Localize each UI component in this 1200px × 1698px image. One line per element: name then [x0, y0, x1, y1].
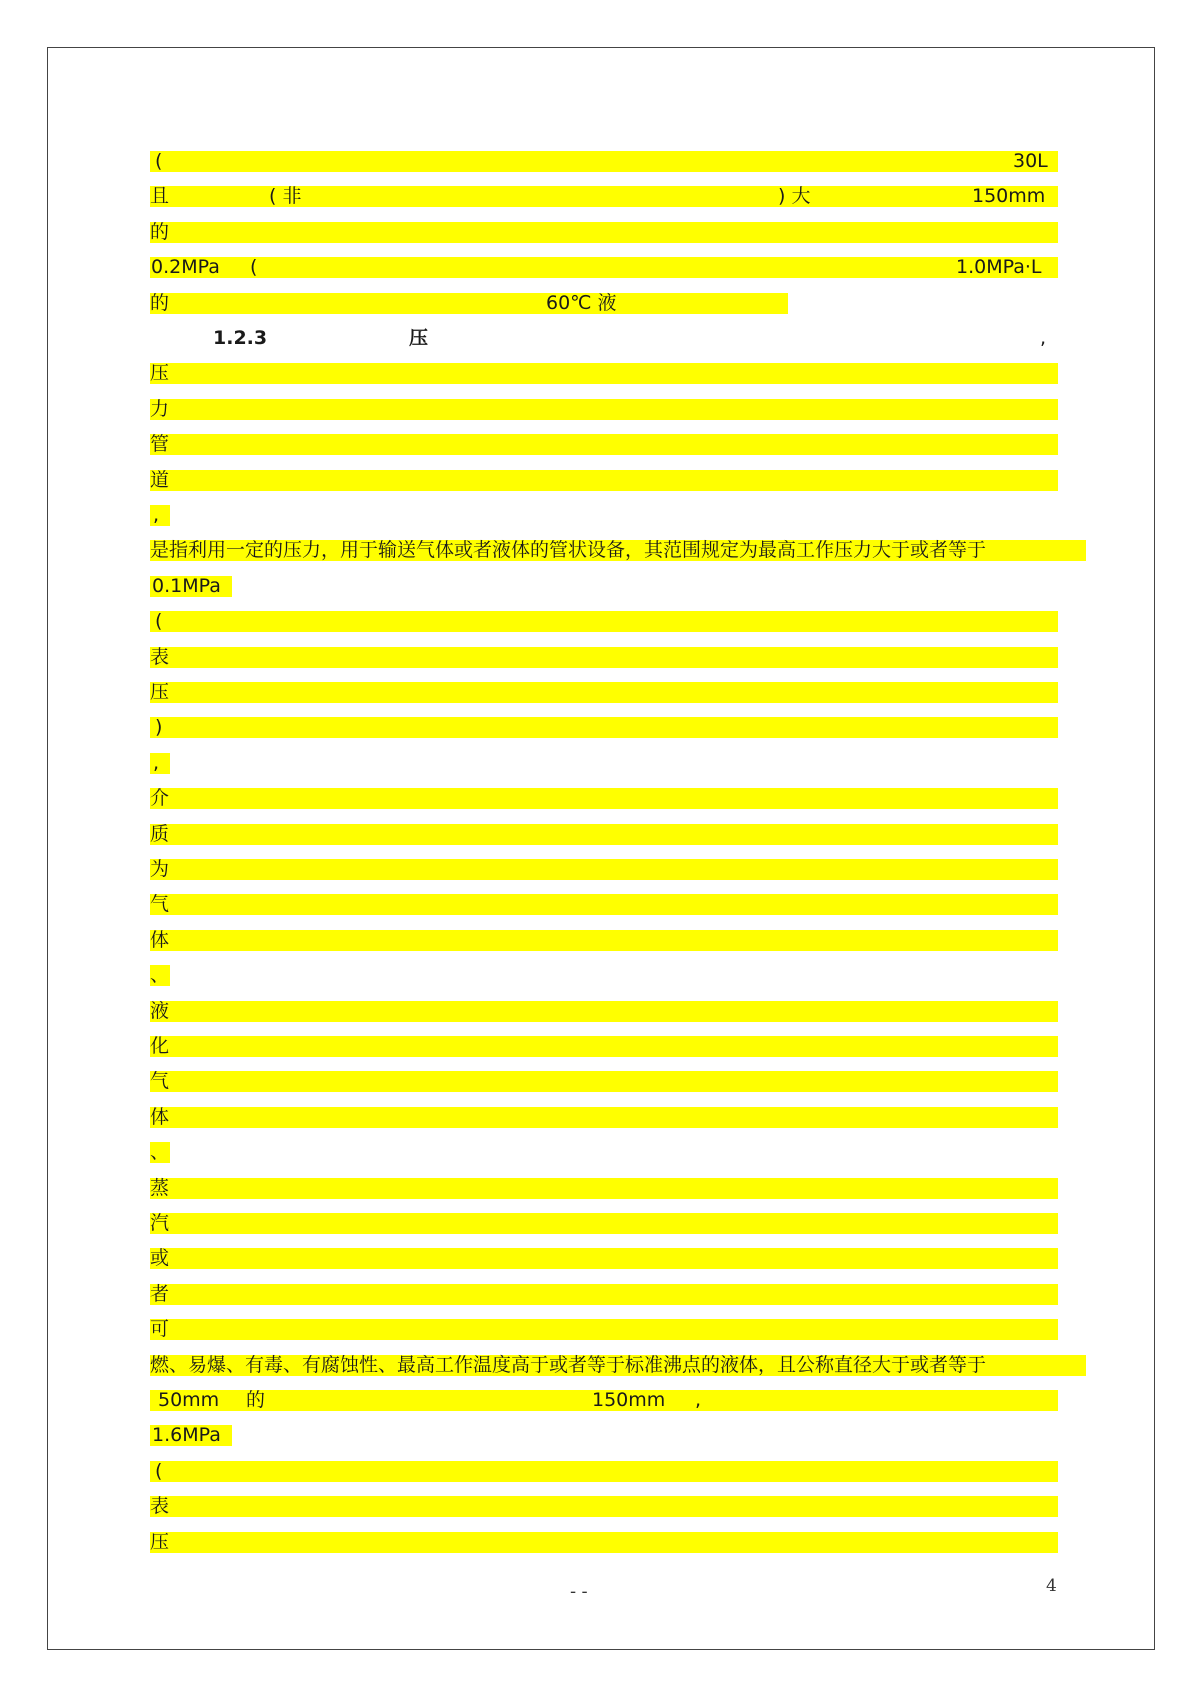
highlight-bar	[150, 1071, 1058, 1092]
text-line	[0, 1454, 1200, 1488]
text-fragment: 管	[150, 433, 170, 456]
highlight-bar	[150, 257, 1058, 278]
text-fragment: 、	[150, 1141, 170, 1164]
section-heading-text: 压	[409, 327, 429, 349]
text-line	[0, 179, 1200, 213]
text-fragment: 60℃ 液	[546, 291, 617, 314]
highlight-bar	[150, 1248, 1058, 1269]
text-fragment: 质	[150, 822, 170, 845]
text-line	[0, 1100, 1200, 1134]
text-line	[0, 817, 1200, 851]
text-line	[0, 463, 1200, 497]
text-fragment: 且	[150, 185, 170, 208]
text-line	[0, 533, 1200, 567]
text-line	[0, 710, 1200, 744]
highlight-bar	[150, 1319, 1058, 1340]
text-fragment: 压	[150, 681, 170, 703]
text-fragment: (	[250, 256, 258, 279]
text-line	[0, 1312, 1200, 1346]
text-line	[0, 1383, 1200, 1417]
highlight-bar	[150, 1213, 1058, 1234]
text-line	[0, 144, 1200, 178]
text-fragment: )	[155, 716, 163, 739]
text-line	[0, 923, 1200, 957]
text-fragment: 为	[150, 858, 170, 880]
text-fragment: 介	[150, 787, 170, 810]
text-line	[0, 250, 1200, 284]
text-fragment: 液	[150, 999, 170, 1022]
text-fragment: 是指利用一定的压力，用于输送气体或者液体的管状设备，其范围规定为最高工作压力大于或者等于	[150, 539, 987, 562]
highlight-bar	[150, 1284, 1058, 1305]
text-line	[0, 1241, 1200, 1275]
text-line	[0, 1525, 1200, 1559]
text-fragment: 压	[150, 362, 170, 385]
text-fragment: 、	[150, 964, 170, 987]
text-fragment: (	[155, 1459, 163, 1482]
highlight-bar	[150, 930, 1058, 951]
text-line	[0, 1029, 1200, 1063]
text-fragment: 0.2MPa	[151, 256, 220, 279]
text-line	[0, 1135, 1200, 1169]
text-line	[0, 604, 1200, 638]
text-fragment: 的	[150, 291, 170, 314]
text-line	[0, 781, 1200, 815]
highlight-bar	[150, 682, 1058, 703]
text-line	[0, 887, 1200, 921]
text-fragment: 体	[150, 1105, 170, 1128]
highlight-bar	[150, 222, 1058, 243]
text-line	[0, 498, 1200, 532]
page-number: 4	[1046, 1576, 1057, 1596]
text-line	[0, 427, 1200, 461]
text-fragment: 或	[150, 1247, 170, 1270]
text-line	[0, 356, 1200, 390]
highlight-bar	[150, 151, 1058, 172]
text-line	[0, 958, 1200, 992]
text-fragment: ) 大	[778, 185, 811, 208]
text-line	[0, 1064, 1200, 1098]
text-fragment: 可	[150, 1318, 170, 1341]
text-line	[0, 675, 1200, 709]
text-fragment: 体	[150, 928, 170, 951]
text-fragment: 50mm	[158, 1389, 220, 1411]
highlight-bar	[150, 1036, 1058, 1057]
text-fragment: 力	[150, 397, 170, 420]
highlight-bar	[150, 1001, 1058, 1022]
text-fragment: 气	[150, 893, 170, 916]
highlight-bar	[150, 611, 1058, 632]
text-fragment: 化	[150, 1035, 170, 1057]
text-fragment: 150mm	[972, 185, 1046, 208]
highlight-bar	[150, 1496, 1058, 1517]
highlight-bar	[150, 293, 788, 314]
text-fragment: ,	[695, 1389, 702, 1411]
text-line	[0, 640, 1200, 674]
text-line	[0, 1348, 1200, 1382]
text-fragment: 燃、易爆、有毒、有腐蚀性、最高工作温度高于或者等于标准沸点的液体，且公称直径大于或者等于	[150, 1353, 987, 1376]
text-fragment: ,	[153, 504, 160, 526]
text-fragment: 者	[150, 1282, 170, 1305]
text-line	[0, 321, 1200, 355]
highlight-bar	[150, 859, 1058, 880]
text-line	[0, 852, 1200, 886]
text-fragment: ( 非	[269, 185, 302, 208]
footer-center: - -	[570, 1582, 588, 1602]
highlight-bar	[150, 1178, 1058, 1199]
highlight-bar	[150, 824, 1058, 845]
text-fragment: 压	[150, 1530, 170, 1553]
text-line	[0, 215, 1200, 249]
highlight-bar	[150, 434, 1058, 455]
highlight-bar	[150, 894, 1058, 915]
text-fragment: 的	[150, 220, 170, 243]
text-fragment: ,	[153, 751, 160, 774]
text-line	[0, 1277, 1200, 1311]
highlight-bar	[150, 1461, 1058, 1482]
text-fragment: 表	[150, 1495, 170, 1518]
section-heading-text: 1.2.3	[213, 327, 268, 349]
text-line	[0, 1206, 1200, 1240]
text-fragment: 1.6MPa	[152, 1424, 221, 1447]
highlight-bar	[150, 363, 1058, 384]
text-line	[0, 1489, 1200, 1523]
highlight-bar	[150, 1107, 1058, 1128]
highlight-bar	[150, 1532, 1058, 1553]
text-fragment: 表	[150, 645, 170, 668]
text-line	[0, 286, 1200, 320]
text-fragment: 1.0MPa·L	[956, 256, 1042, 279]
text-fragment: 蒸	[150, 1176, 170, 1199]
text-fragment: 0.1MPa	[152, 574, 221, 597]
highlight-bar	[150, 647, 1058, 668]
text-line	[0, 746, 1200, 780]
highlight-bar	[150, 717, 1058, 738]
text-fragment: 的	[246, 1389, 266, 1411]
text-fragment: ,	[1040, 327, 1047, 349]
text-fragment: (	[155, 150, 163, 172]
text-line	[0, 569, 1200, 603]
text-fragment: 150mm	[592, 1389, 666, 1411]
text-line	[0, 392, 1200, 426]
text-fragment: 道	[150, 468, 170, 491]
text-line	[0, 994, 1200, 1028]
highlight-bar	[150, 399, 1058, 420]
text-fragment: (	[155, 610, 163, 633]
text-fragment: 汽	[150, 1212, 170, 1234]
text-line	[0, 1171, 1200, 1205]
text-line	[0, 1418, 1200, 1452]
highlight-bar	[150, 470, 1058, 491]
text-fragment: 30L	[1013, 150, 1048, 172]
highlight-bar	[150, 788, 1058, 809]
text-fragment: 气	[150, 1070, 170, 1093]
